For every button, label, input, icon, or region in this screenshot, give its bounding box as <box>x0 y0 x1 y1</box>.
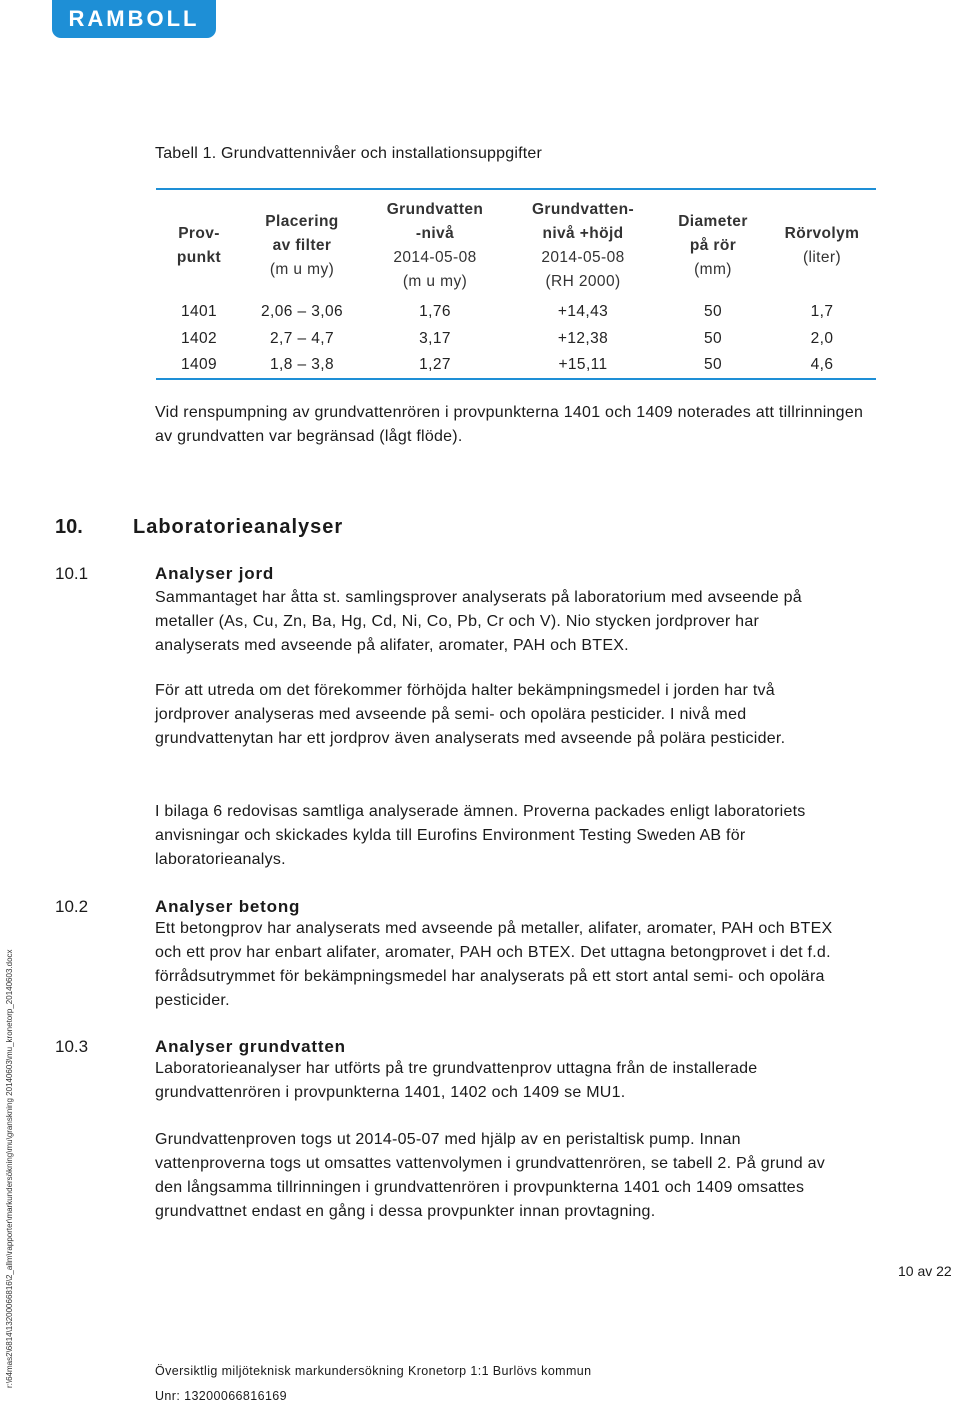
header-main-label: Rörvolym <box>784 225 860 242</box>
table-row <box>156 352 876 379</box>
subsection-title-analyser-grundvatten: Analyser grundvatten <box>155 1037 346 1056</box>
table-header-cell <box>156 189 242 298</box>
table-cell: 50 <box>703 356 723 373</box>
table-cell: +14,43 <box>557 302 609 320</box>
table-header-cell <box>508 189 658 298</box>
subsection-number-10-3: 10.3 <box>55 1037 89 1056</box>
section-number: 10. <box>55 516 83 538</box>
page-number: 10 av 22 <box>898 1263 952 1279</box>
header-sub-label: (liter) <box>802 249 842 266</box>
table-cell: 1402 <box>180 329 218 347</box>
table-cell: 1401 <box>180 302 218 320</box>
subsection-number-10-2: 10.2 <box>55 897 89 916</box>
paragraph-jord-3: I bilaga 6 redovisas samtliga analyserade ämnen. Proverna packades enligt laboratoriets anvisningar och skickades kylda till Eurofins Environment Testing Sweden AB för laboratorieanalys. <box>155 803 806 868</box>
table-cell: 2,06 – 3,06 <box>261 302 343 320</box>
table-cell: 50 <box>703 302 723 320</box>
subsection-number-10-1: 10.1 <box>55 564 89 583</box>
table-cell: 1,7 <box>810 302 834 320</box>
table-cell: 1,27 <box>419 356 451 373</box>
side-file-path: r:\64mas2\6814\13200066816\2_allm\rapporter\markundersökning\mu\granskning 20140603\mu_kronetorp_20140603.docx <box>5 949 14 1388</box>
table-cell: +12,38 <box>557 329 609 347</box>
section-title: Laboratorieanalyser <box>133 516 344 538</box>
header-main-label: Diameter på rör <box>678 213 748 254</box>
header-sub-label: (mm) <box>694 261 732 278</box>
paragraph-jord-2: För att utreda om det förekommer förhöjda halter bekämpningsmedel i jorden har två jordprover analyseras med avseende på semi- och opolära pesticider. I nivå med grundvattenytan har ett jordprov även analyserats med avseende på polära pesticider. <box>155 682 786 747</box>
header-main-label: Placering av filter <box>265 213 339 254</box>
table-cell: 1,76 <box>419 302 451 320</box>
subsection-title-analyser-betong: Analyser betong <box>155 897 301 916</box>
table-caption: Tabell 1. Grundvattennivåer och installationsuppgifter <box>155 145 543 162</box>
groundwater-table <box>156 188 876 380</box>
header-sub-label: 2014-05-08 (m u my) <box>393 249 477 290</box>
table-cell: 2,0 <box>810 329 834 347</box>
table-header-cell <box>242 189 362 298</box>
header-sub-label: (m u my) <box>269 261 335 278</box>
ramboll-logo: RAMBOLL <box>52 0 216 38</box>
table-cell: 1,8 – 3,8 <box>270 356 334 373</box>
paragraph-betong: Ett betongprov har analyserats med avseende på metaller, alifater, aromater, PAH och BTEX och ett prov har enbart alifater, aromater, PAH och BTEX. Det uttagna betongprovet i det f.d. förrådsutrymmet för bekämpningsmedel har analyserats på ett stort antal semi- och opolära pesticider. <box>155 920 833 1009</box>
table-row <box>156 298 876 325</box>
header-main-label: Grundvatten -nivå <box>386 201 484 242</box>
table-header-cell <box>658 189 768 298</box>
header-sub-label: 2014-05-08 (RH 2000) <box>541 249 625 290</box>
table-cell: 50 <box>703 329 723 347</box>
header-main-label: Grundvatten- nivå +höjd <box>531 201 635 242</box>
paragraph-grundvatten-2: Grundvattenproven togs ut 2014-05-07 med hjälp av en peristaltisk pump. Innan vattenproverna togs ut omsattes vattenvolymen i grundvattenrören, se tabell 2. På grund av den långsamma tillrinningen i grundvattenrören i provpunkterna 1401 och 1409 omsattes grundvattnet endast en gång i dessa provpunkter innan provtagning. <box>155 1131 825 1220</box>
paragraph-renspumpning: Vid renspumpning av grundvattenrören i provpunkterna 1401 och 1409 noterades att tillrinningen av grundvatten var begränsad (lågt flöde). <box>155 404 864 445</box>
subsection-title-analyser-jord: Analyser jord <box>155 564 275 583</box>
table-body <box>156 298 876 379</box>
footer-title: Översiktlig miljöteknisk markundersökning Kronetorp 1:1 Burlövs kommun <box>155 1364 592 1378</box>
table-cell: 2,7 – 4,7 <box>270 329 334 347</box>
table-cell: +15,11 <box>558 356 608 373</box>
table-cell: 1409 <box>180 356 218 373</box>
table-row <box>156 325 876 352</box>
footer-unr: Unr: 13200066816169 <box>155 1389 288 1403</box>
paragraph-grundvatten-1: Laboratorieanalyser har utförts på tre grundvattenprov uttagna från de installerade grundvattenrören i provpunkterna 1401, 1402 och 1409 se MU1. <box>155 1060 758 1101</box>
table-cell: 3,17 <box>419 329 451 347</box>
table-header-row <box>156 189 876 298</box>
table-header-cell <box>362 189 508 298</box>
table-header-cell <box>768 189 876 298</box>
header-main-label: Prov- punkt <box>176 225 222 266</box>
table-cell: 4,6 <box>810 356 834 373</box>
paragraph-jord-1: Sammantaget har åtta st. samlingsprover analyserats på laboratorium med avseende på metaller (As, Cu, Zn, Ba, Hg, Cd, Ni, Co, Pb, Cr och V). Nio stycken jordprover har analyserats med avseende på alifater, aromater, PAH och BTEX. <box>155 589 802 654</box>
